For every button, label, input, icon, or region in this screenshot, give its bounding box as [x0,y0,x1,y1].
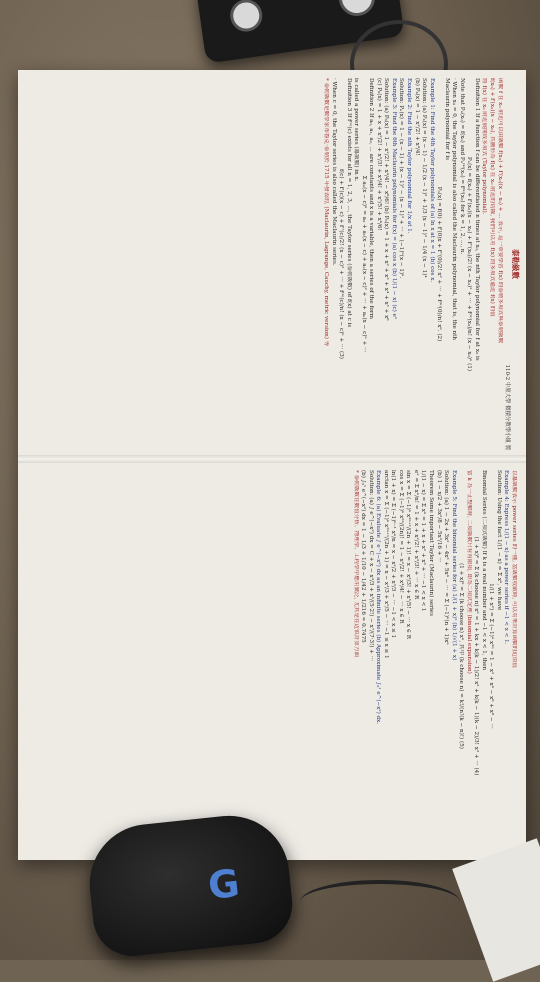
text-line: 1/(1 + x²) = Σ (−1)ⁿ x²ⁿ = 1 − x² + x⁴ − x⁶ + x⁸ − ··· [488,583,495,729]
handout-page-top [20,78,520,450]
text-line: sin x = Σ (−1)ⁿ x²ⁿ⁺¹/(2n + 1)! = x − x³/3! + x⁵/5! − ··· x ∈ R [405,470,412,639]
text-line: Solution: Using the fact 1/(1 − x) = Σ xⁿ, we have [495,470,502,611]
text-line: Solution: Pₙ(x) = 1 − (x − 1) + (x − 1)² − (x − 1)³ + ··· + (−1)ⁿ(x − 1)ⁿ. [398,78,405,279]
page-title: 泰勒級數 [511,249,520,279]
text-line: 將 f(x) 在 x₀ 附近展開成多項式 (Taylor polynomial). [481,78,488,215]
text-line: Solution: (a) P₄(x) = (x − 1) − 1/2 (x − 1)² + 1/3 (x − 1)³ − 1/4 (x − 1)⁴ [421,78,428,278]
text-line: * 泰勒級數是數學家布魯克·泰勒於 1715 年發表的, (Maclaurin, Lagrange, Cauchy, metric version) 等 [323,78,329,347]
text-line: ln(1 + x) = Σ (−1)ⁿ⁻¹ xⁿ/n = x − x²/2 + x³/3 − ··· −1 < x ≤ 1 [390,470,397,639]
text-line: * 泰勒級數在數值分析、物理學、工程學中應用廣泛, 尤其是在近似計算方面 [352,470,359,658]
mouse-logo-icon: G [205,860,242,908]
text-line: Example 3: Find the 6th Maclaurin polynomials for f(x) = (a) cos x (b) 1/(1 − x) (c) eˣ [390,78,397,320]
page-bottom-lines [351,470,517,842]
text-line: · When x₀ = 0, the Taylor polynomial is also called the Maclaurin polynomial, that is, the nth [451,78,458,341]
text-line: f(c) + f'(c)(x − c) + f''(c)/2! (x − c)² + ··· + f⁽ⁿ⁾(c)/n! (x − c)ⁿ + ··· (3) [338,169,345,359]
text-line: Pₙ(x) = f(x₀) + f'(x₀)(x − x₀) + f''(x₀)/2! (x − x₀)² + ··· + f⁽ⁿ⁾(x₀)/n! (x − x₀)ⁿ (1) [466,156,473,372]
paper-fold [18,455,526,463]
text-line: Binomial Series (二項式級數) If k is a real number and −1 < x < 1, then [480,470,487,671]
text-line: eˣ = Σ xⁿ/n! = 1 + x + x²/2! + x³/3! + ··· x ∈ R [412,470,419,600]
text-line: Maclaurin polynomial for f is [443,78,450,161]
text-line: 以冪級數表示 power series 的一種, 當級數收斂時, 可以用來計算函數的近似值 [511,470,517,669]
text-line: (b) 1 − x/2 + 3x²/8 − 5x³/16 + ··· [435,470,442,563]
text-line: is called a power series (冪級數) in x. [353,78,360,182]
page-top-lines [321,78,502,450]
text-line: arctan x = Σ (−1)ⁿ x²ⁿ⁺¹/(2n + 1) = x − x³/3 + x⁵/5 − ··· −1 ≤ x ≤ 1 [382,470,389,659]
text-line: (b) P₄(x) = 1 − x²/2! + x⁴/4! [413,78,420,156]
text-line: 函數 f 在 x₀ 附近可以由級數 f(x₀) + f'(x₀)(x − x₀) + ... 表示, 這一章要學習 f(x) 的泰勒多項式與泰勒級數 [496,78,503,344]
text-line: f(x₀) + f'(x₀)(x − x₀), 其圖形為 f(x) 在 x₀ 附近的切線, 我們可以用 f(x) 的多項式逼近 f(x) 的值 [489,78,496,317]
text-line: (c) P₆(x) = 1 + x + x²/2! + x³/3! + x⁴/4! + x⁵/5! + x⁶/6! [375,78,382,231]
text-line: Solution: (a) P₆(x) = 1 − x²/2! + x⁴/4! − x⁶/6! (b) P₆(x) = 1 + x + x² + x³ + x⁴ + x⁵ + x⁶ [383,78,390,321]
mouse-cable [300,880,460,924]
text-line: (1 + x)ᵏ = Σ (k choose n) xⁿ = 1 + kx + k(k − 1)/2! x² + k(k − 1)(k − 2)/3! x³ + ··· (4) [473,536,480,776]
wallet-grommet [337,0,378,18]
text-line: (b) ∫₀¹ e^(−x²) dx ≈ 1 − 1/3 + 1/10 − 1/42 + 1/216 ≈ 0.7475 [360,470,367,643]
text-line: Note that Pₙ(x₀) = f(x₀) and Pₙ⁽ᵏ⁾(x₀) = f⁽ᵏ⁾(x₀) for k = 1, 2, ..., n. [458,78,465,255]
text-line: Example 2: Find the nth Taylor polynomial for 1/x at 1. [406,78,413,234]
text-line: 當 k 為一正整數時, 二項級數只有有限項, 即為二項式定理 (binomial expansion) [465,470,472,674]
handout-page-bottom [20,470,520,842]
text-line: Definition 2 If a₀, a₁, a₂, ... are constants and x is a variable, then a series of the form [368,78,375,319]
text-line: Example 1: Find the 4th Taylor polynomials of (a) ln x at x = 1 (b) cos x. [428,78,435,283]
text-line: cos x = Σ (−1)ⁿ x²ⁿ/(2n)! = 1 − x²/2! + x⁴/4! − ··· x ∈ R [397,470,404,624]
page-header: 110-2 中原大學 微積分教學小組 製 [503,364,510,450]
text-line: Definition 1 If a function f can be differentiated n times at x₀, the nth Taylor polynomial for f at x₀ is [473,78,480,361]
text-line: Pₙ(x) = f(0) + f'(0)x + f''(0)/2! x² + ··· + f⁽ⁿ⁾(0)/n! xⁿ. (2) [436,186,443,342]
text-line: Example 5: Find the binomial series for (a) 1/(1 + x)² (b) 1/√(1 + x) [450,470,457,661]
text-line: Definition 3 If f⁽ⁿ⁾(c) exists for all n = 1, 2, 3, ..., the Taylor series (泰勒級數) of f(x) at c is [345,78,352,328]
text-line: Example 6: (a) Evaluate ∫ e^(−x²) dx as an infinite series (b) Approximate ∫₀¹ e^(−x²) dx. [375,470,382,725]
text-line: Theorem Some important Taylor (Maclaurin) series [427,470,434,616]
text-line: Solution: (a) ∫ e^(−x²) dx = C + x − x³/3 + x⁵/(5·2!) − x⁷/(7·3!) + ··· [367,470,374,662]
text-line: (1 + x)ᵏ = Σ (k choose n) xⁿ, 其中 (k choose n) = k!/(n!(k − n)!) (5) [458,563,465,749]
text-line: · When c = 0, the Taylor series is also called the Maclaurin series. [330,78,337,266]
text-line: 1/(1 − x) = Σ xⁿ = 1 + x + x² + x³ + ··· −1 < x < 1 [420,470,427,612]
text-line: Example 4: Express 1/(1 − x) as a power series if −1 < x < 1. [503,470,510,645]
text-line: Solution: (a) 1 − 2x + 3x² − 4x³ + 5x⁴ − ··· = Σ (−1)ⁿ(n + 1)xⁿ [443,470,450,645]
text-line: Σ aₙ(x − c)ⁿ = a₀ + a₁(x − c) + a₂(x − c)² + ··· + aₙ(x − c)ⁿ + ··· [360,175,367,353]
wallet-grommet [228,0,264,34]
